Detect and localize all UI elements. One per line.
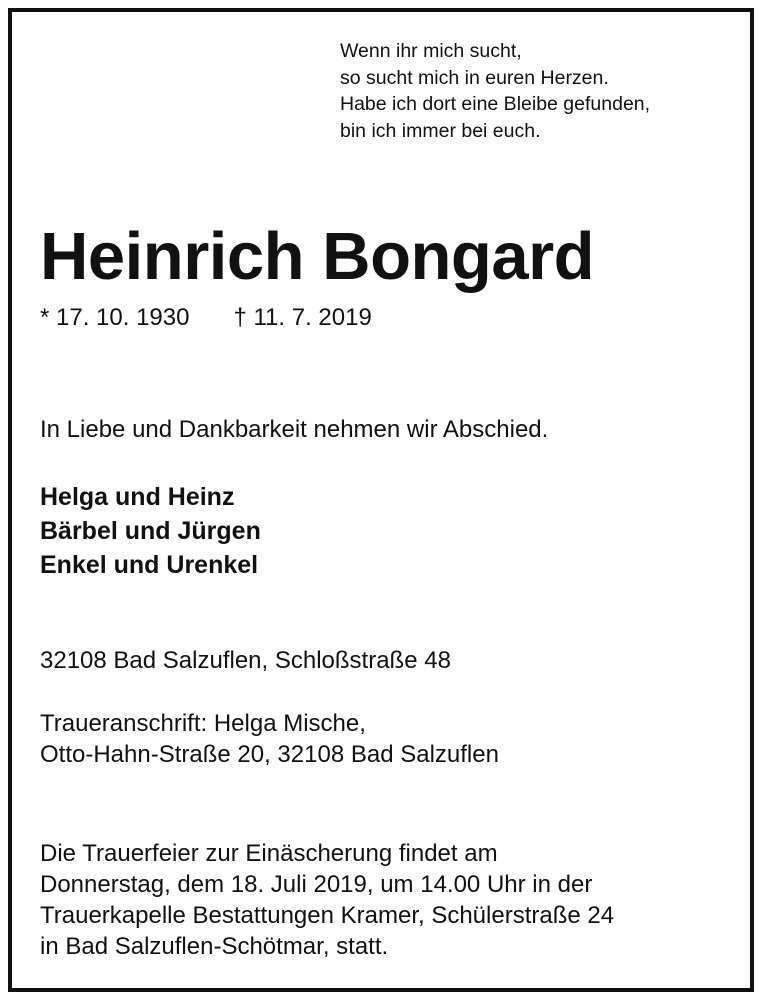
deceased-name: Heinrich Bongard — [40, 219, 595, 294]
farewell-text: In Liebe und Dankbarkeit nehmen wir Abschied. — [40, 416, 549, 443]
ceremony-info — [40, 838, 614, 962]
life-dates — [40, 302, 372, 334]
mourning-address — [40, 708, 499, 770]
death-date: † 11. 7. 2019 — [233, 304, 372, 331]
family-members — [40, 480, 261, 582]
poem-line: so sucht mich in euren Herzen. — [340, 66, 609, 89]
ceremony-line: Die Trauerfeier zur Einäscherung findet am — [40, 840, 498, 867]
poem-line: bin ich immer bei euch. — [340, 119, 541, 142]
ceremony-line: in Bad Salzuflen-Schötmar, statt. — [40, 933, 389, 960]
poem-line: Wenn ihr mich sucht, — [340, 40, 522, 62]
mourning-address-line: Otto-Hahn-Straße 20, 32108 Bad Salzuflen — [40, 741, 499, 768]
family-address: 32108 Bad Salzuflen, Schloßstraße 48 — [40, 647, 451, 674]
ceremony-line: Trauerkapelle Bestattungen Kramer, Schülerstraße 24 — [40, 902, 615, 929]
mourning-address-line: Traueranschrift: Helga Mische, — [40, 710, 366, 737]
poem-line: Habe ich dort eine Bleibe gefunden, — [340, 93, 651, 115]
ceremony-line: Donnerstag, dem 18. Juli 2019, um 14.00 Uhr in der — [40, 871, 593, 898]
family-member: Bärbel und Jürgen — [40, 517, 261, 545]
birth-date: * 17. 10. 1930 — [40, 304, 190, 331]
family-member: Helga und Heinz — [40, 483, 235, 511]
family-member: Enkel und Urenkel — [40, 551, 259, 579]
poem — [340, 38, 650, 144]
